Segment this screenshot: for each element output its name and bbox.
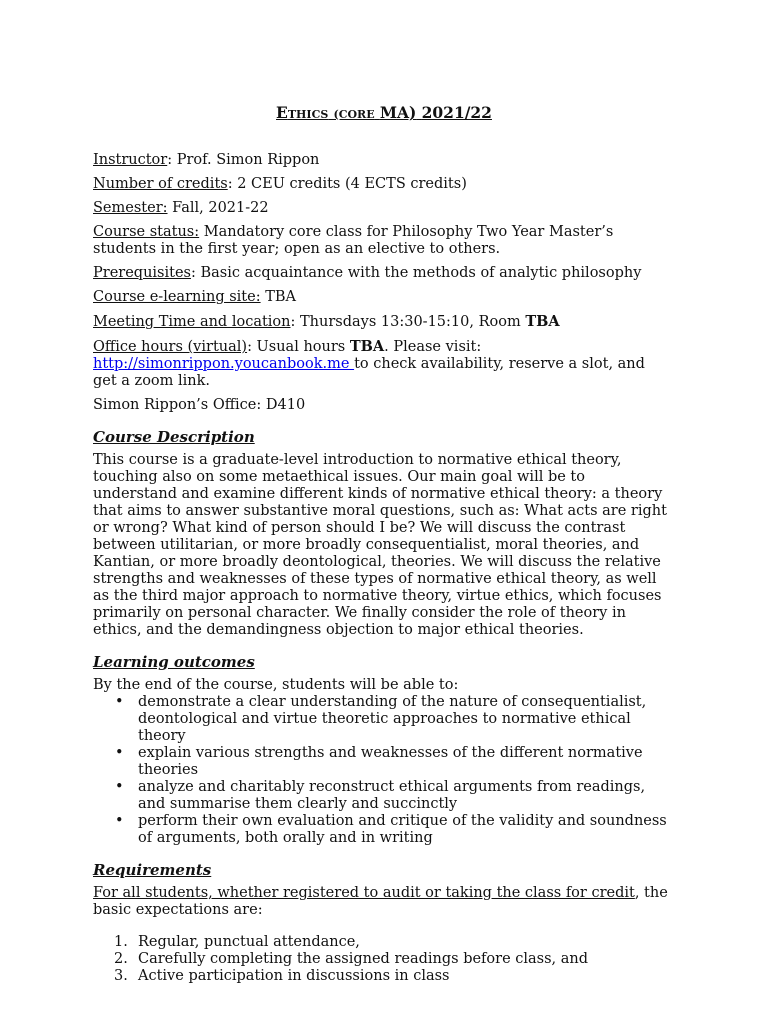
list-item (115, 694, 673, 745)
list-item-text: perform their own evaluation and critique of the validity and soundness of arguments, both orally and in writing (138, 813, 667, 846)
learning-outcomes-list (93, 694, 673, 847)
requirements-intro (93, 885, 673, 919)
field-meeting (93, 313, 673, 331)
office-room: Simon Rippon’s Office: D410 (93, 397, 306, 413)
field-value: : 2 CEU credits (4 ECTS credits) (227, 176, 467, 192)
list-item (114, 951, 673, 968)
requirements-heading: Requirements (93, 861, 212, 879)
requirements-list (93, 934, 673, 985)
list-item-text: analyze and charitably reconstruct ethical arguments from readings, and summarise them clearly and succinctly (138, 779, 646, 812)
course-title (0, 104, 768, 123)
bullet: • (115, 779, 124, 795)
field-value: Mandatory core class for Philosophy Two Year Master’s students in the first year; open as an elective to others. (93, 224, 614, 257)
field-label: Instructor (93, 152, 168, 168)
field-label: Semester: (93, 200, 168, 216)
office-text: to check availability, reserve a slot, and get a zoom link. (93, 356, 645, 389)
field-office-hours (93, 338, 673, 390)
field-label: Number of credits (93, 176, 228, 192)
title-year: 2021/22 (421, 103, 492, 122)
field-label: Prerequisites (93, 265, 191, 281)
title-word: THICS (287, 108, 329, 121)
requirements-intro-rest: , the basic expectations are: (93, 885, 668, 918)
field-label: Meeting Time and location (93, 314, 291, 330)
document-body (93, 152, 673, 985)
list-item (115, 745, 673, 779)
list-number: 3. (114, 968, 128, 984)
learning-outcomes-heading: Learning outcomes (93, 653, 255, 671)
course-description-heading: Course Description (93, 428, 255, 446)
bullet: • (115, 813, 124, 829)
field-label: Course status: (93, 224, 200, 240)
field-value: TBA (260, 289, 297, 305)
list-item (115, 779, 673, 813)
field-value: Fall, 2021-22 (167, 200, 269, 216)
field-value-bold: TBA (525, 313, 560, 330)
list-item-text: explain various strengths and weaknesses of the different normative theories (138, 745, 643, 778)
list-item (114, 968, 673, 985)
list-item-text: Active participation in discussions in class (138, 968, 450, 984)
course-description-text: This course is a graduate-level introduction to normative ethical theory, touching also on some metaethical issues. Our main goal will be to understand and examine different kinds of normative ethical theory: a theory that aims to answer substantive moral questions, such as: What acts are right or wrong? What kind of person should I be? We will discuss the contrast between utilitarian, or more broadly consequentialist, moral theories, and Kantian, or more broadly deontological, theories. We will discuss the relative strengths and weaknesses of these types of normative ethical theory, as well as the third major approach to normative theory, virtue ethics, which focuses primarily on personal character. We finally consider the role of theory in ethics, and the demandingness objection to major ethical theories. (93, 452, 667, 638)
field-label: Office hours (virtual) (93, 339, 248, 355)
list-item-text: Regular, punctual attendance, (138, 934, 360, 950)
field-credits (93, 176, 673, 193)
field-course-status (93, 224, 673, 258)
list-item-text: Carefully completing the assigned readings before class, and (138, 951, 589, 967)
field-value: : Thursdays 13:30-15:10, Room (290, 314, 526, 330)
list-item (115, 813, 673, 847)
title-ma: MA) (379, 103, 417, 122)
list-number: 2. (114, 951, 128, 967)
list-item-text: demonstrate a clear understanding of the nature of consequentialist, deontological and virtue theoretic approaches to normative ethical theory (138, 694, 647, 744)
bullet: • (115, 694, 124, 710)
office-text: : Usual hours (247, 339, 350, 355)
field-prerequisites (93, 265, 673, 282)
list-number: 1. (114, 934, 128, 950)
field-elearning (93, 289, 673, 306)
booking-link[interactable]: http://simonrippon.youcanbook.me (93, 356, 355, 372)
field-semester (93, 200, 673, 217)
field-label: Course e-learning site: (93, 289, 261, 305)
title-initial: E (276, 103, 288, 122)
requirements-intro-underlined: For all students, whether registered to audit or taking the class for credit (93, 885, 635, 901)
field-instructor (93, 152, 673, 169)
field-value: : Prof. Simon Rippon (167, 152, 320, 168)
learning-outcomes-intro: By the end of the course, students will be able to: (93, 677, 459, 693)
list-item (114, 934, 673, 951)
bullet: • (115, 745, 124, 761)
office-text: . Please visit: (384, 339, 482, 355)
field-value: : Basic acquaintance with the methods of analytic philosophy (190, 265, 642, 281)
title-paren-word: (CORE (333, 108, 375, 121)
office-tba: TBA (349, 338, 385, 355)
